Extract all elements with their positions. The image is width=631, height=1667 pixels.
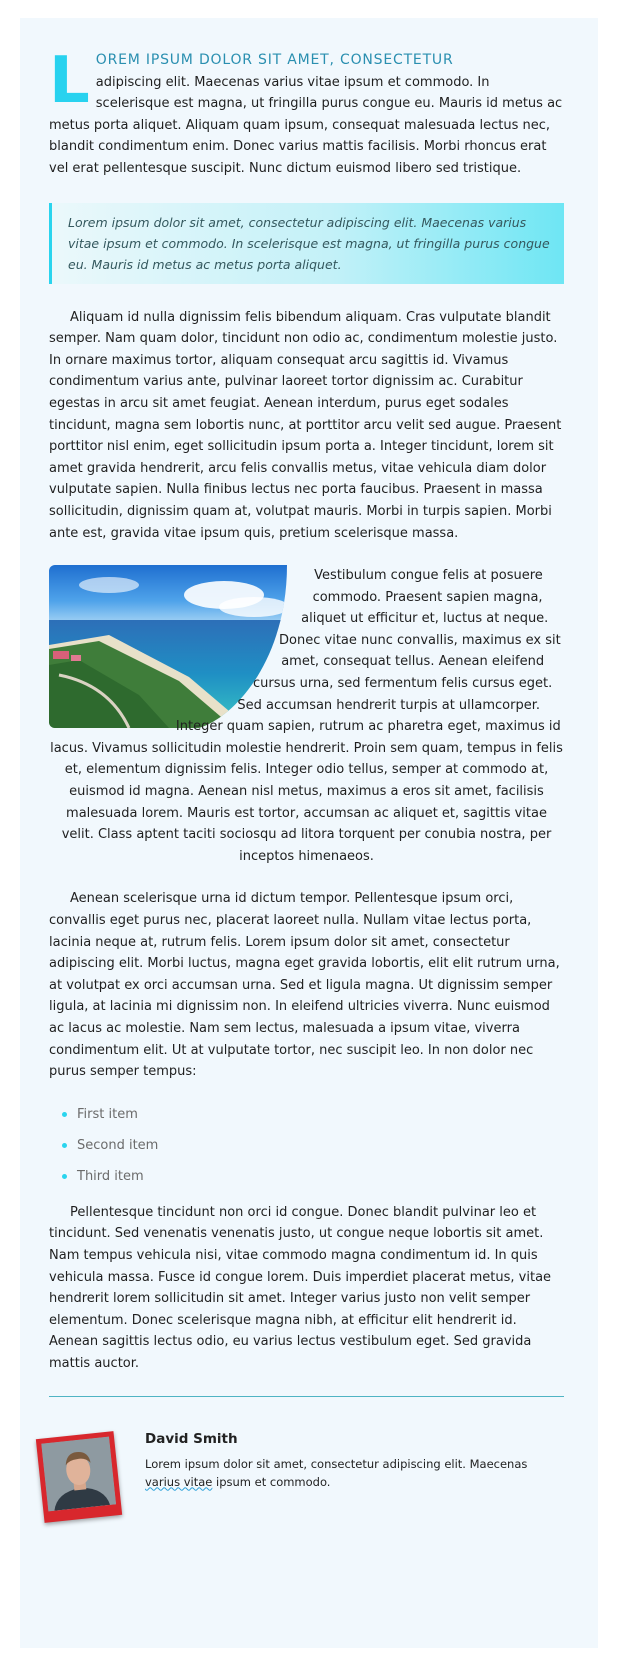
bullet-dot-icon — [62, 1112, 67, 1117]
author-bio-start: Lorem ipsum dolor sit amet, consectetur adipiscing elit. Maecenas — [145, 1456, 528, 1471]
paragraph-3: Aenean scelerisque urna id dictum tempor. Pellentesque ipsum orci, convallis eget purus nec, placerat laoreet nulla. Nullam vitae lectus porta, lacinia neque at, rutrum felis. Lorem ipsum dolor sit amet, consectetur adipiscing elit. Morbi luctus, magna eget gravida lobortis, elit elit rutrum urna, at volutpat ex orci accumsan urna. Sed et ligula magna. Ut dignissim semper ligula, at lacinia mi dignissim non. In eleifend ultricies viverra. Nunc euismod ac lacus ac molestie. Nam sem lectus, malesuada a ipsum vitae, viverra condimentum elit. Ut at vulputate tortor, nec suscipit leo. In non dolor nec purus semper tempus: — [49, 891, 560, 1080]
bullet-dot-icon — [62, 1143, 67, 1148]
paragraph-2-text: Vestibulum congue felis at posuere commodo. Praesent sapien magna, aliquet ut efficitur et, luctus at neque. Donec vitae nunc convallis, maximus ex sit amet, consequat tellus. Aenean eleifend cursus urna, sed fermentum felis cursus eget. Sed accumsan hendrerit turpis at ullamcorper. Integer quam sapien, rutrum ac pharetra eget, maximus id lacus. Vivamus sollicitudin molestie hendrerit. Proin sem quam, tempus in felis et, elementum dignissim felis. Integer odio tellus, semper at commodo at, euismod id magna. Aenean nisl metus, maximus a eros sit amet, facilisis malesuada lorem. Mauris est tortor, accumsan ac aliquet et, sagittis vitae velit. Class aptent taciti sociosqu ad litora torquent per conubia nostra, per inceptos himenaeos. — [50, 568, 563, 864]
list-item — [77, 1099, 564, 1130]
paragraph-4: Pellentesque tincidunt non orci id congue. Donec blandit pulvinar leo et tincidunt. Sed venenatis venenatis justo, ut congue neque lobortis sit amet. Nam tempus vehicula nisi, vitae commodo magna condimentum id. In quis vehicula massa. Fusce id congue lorem. Duis imperdiet placerat metus, vitae hendrerit lorem sollicitudin sit amet. Integer varius justo non velit semper elementum. Donec scelerisque magna nibh, at efficitur elit hendrerit id. Aenean sagittis lectus odio, eu varius lectus vestibulum eget. Sed gravida mattis auctor. — [49, 1204, 552, 1371]
list-item-label: Third item — [77, 1168, 144, 1184]
article-card — [20, 18, 598, 1648]
intro-paragraph — [49, 44, 564, 180]
blockquote: Lorem ipsum dolor sit amet, consectetur adipiscing elit. Maecenas varius vitae ipsum et commodo. In scelerisque est magna, ut fringilla purus congue eu. Mauris id metus ac metus porta aliquet. — [49, 203, 564, 284]
article-content — [49, 44, 564, 1541]
list-item-label: First item — [77, 1106, 138, 1122]
author-bio-end: ipsum et commodo. — [212, 1474, 331, 1489]
avatar — [36, 1431, 122, 1523]
figure-with-text — [49, 565, 564, 867]
author-bio-marked: varius vitae — [145, 1474, 213, 1489]
author-box — [49, 1421, 564, 1541]
author-name: David Smith — [145, 1430, 238, 1447]
person-icon — [41, 1436, 116, 1511]
intro-text: adipiscing elit. Maecenas varius vitae ipsum et commodo. In scelerisque est magna, ut fringilla purus congue eu. Mauris id metus ac metus porta aliquet. Aliquam quam ipsum, consequat malesuada lectus nec, blandit condimentum enim. Donec varius mattis facilisis. Morbi rhoncus erat vel erat pellentesque suscipit. Nunc dictum euismod libero sed tristique. — [49, 74, 563, 176]
avatar-photo — [41, 1436, 116, 1511]
lead-text: OREM IPSUM DOLOR SIT AMET, CONSECTETUR — [95, 52, 454, 68]
bullet-list — [49, 1099, 564, 1192]
author-bio — [145, 1455, 555, 1491]
list-item-label: Second item — [77, 1137, 159, 1153]
drop-cap: L — [49, 44, 90, 118]
list-item — [77, 1161, 564, 1192]
list-item — [77, 1130, 564, 1161]
paragraph-1: Aliquam id nulla dignissim felis bibendum aliquam. Cras vulputate blandit semper. Nam quam dolor, tincidunt non odio ac, condimentum molestie justo. In ornare maximus tortor, aliquam consequat arcu sagittis id. Vivamus condimentum varius ante, pulvinar laoreet tortor dignissim ac. Curabitur egestas in arcu sit amet feugiat. Aenean interdum, purus eget sodales tincidunt, magna sem lobortis nunc, at porttitor arcu velit sed augue. Praesent porttitor nisl enim, eget sollicitudin ipsum porta a. Integer tincidunt, lorem sit amet gravida hendrerit, arcu felis convallis metus, vitae vehicula diam dolor vulputate sapien. Nulla finibus lectus nec porta faucibus. Praesent in massa sollicitudin, dignissim quam at, volutpat mauris. Morbi in turpis sapien. Morbi ante est, gravida vitae ipsum quis, pretium scelerisque massa. — [49, 309, 562, 541]
bullet-dot-icon — [62, 1174, 67, 1179]
divider — [49, 1396, 564, 1397]
